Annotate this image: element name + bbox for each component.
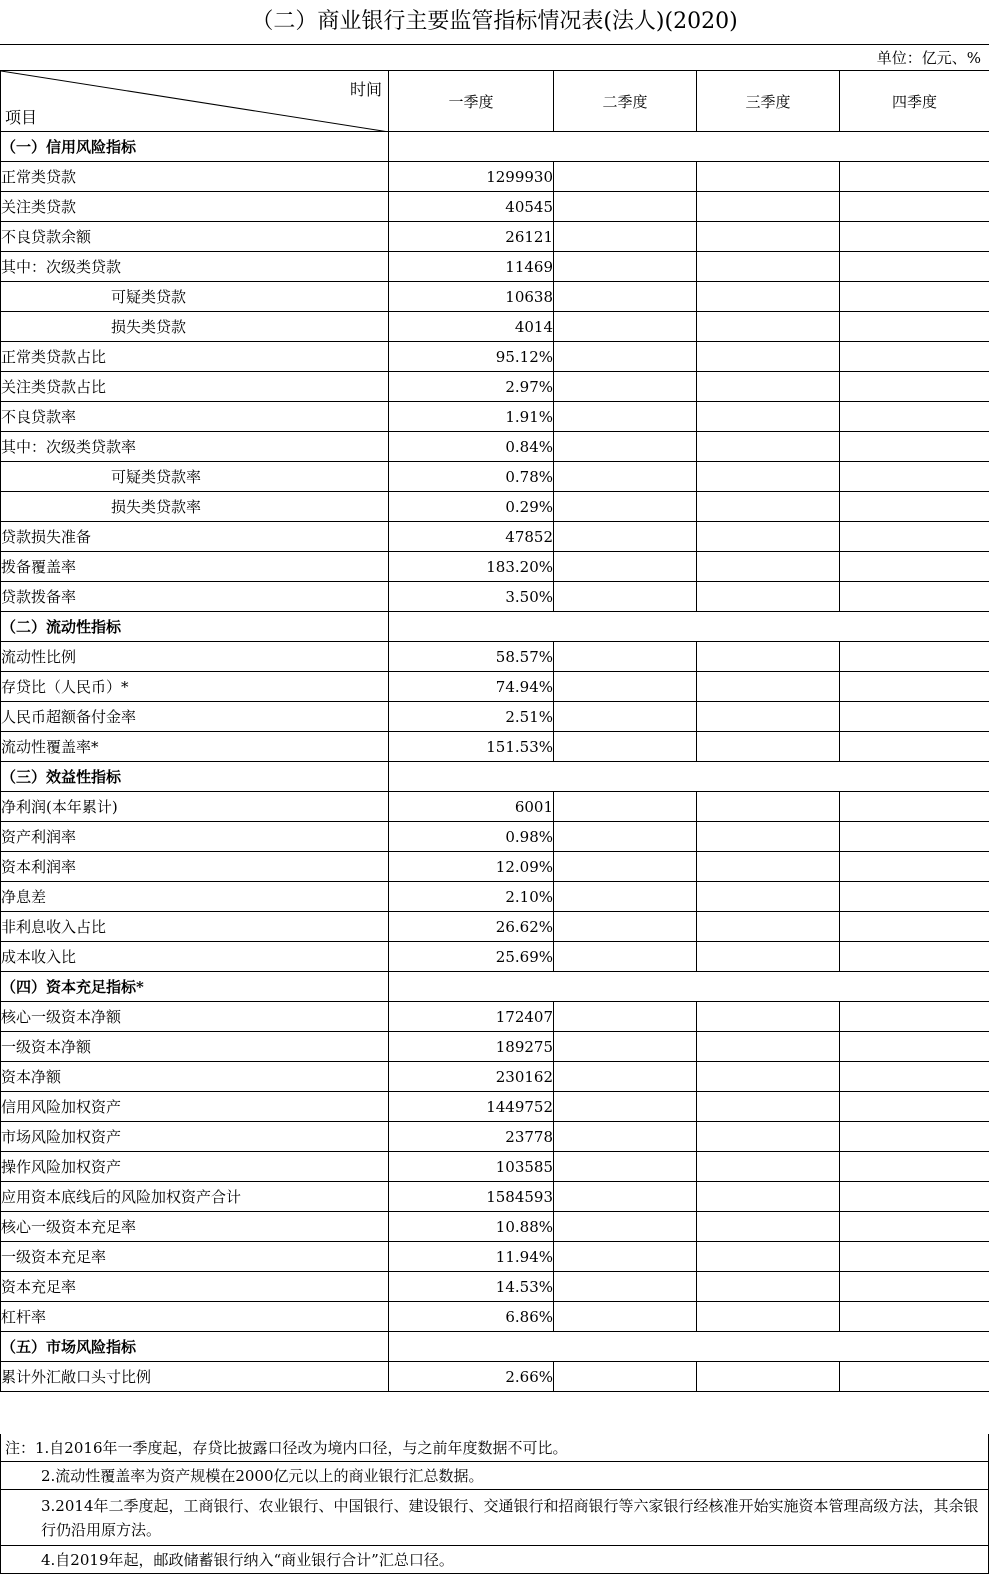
diagonal-line bbox=[1, 71, 389, 132]
table-row bbox=[1, 912, 989, 942]
q2-value bbox=[554, 1302, 697, 1332]
q1-value: 2.10% bbox=[389, 882, 554, 912]
header-q4: 四季度 bbox=[840, 71, 989, 132]
section-blank-cell bbox=[389, 972, 989, 1002]
q1-value: 4014 bbox=[389, 312, 554, 342]
q4-value bbox=[840, 192, 989, 222]
q2-value bbox=[554, 912, 697, 942]
row-label: 净息差 bbox=[1, 882, 389, 912]
q2-value bbox=[554, 312, 697, 342]
q3-value bbox=[697, 312, 840, 342]
q2-value bbox=[554, 462, 697, 492]
q2-value bbox=[554, 192, 697, 222]
row-label: 应用资本底线后的风险加权资产合计 bbox=[1, 1182, 389, 1212]
row-label: 可疑类贷款率 bbox=[1, 462, 389, 492]
q1-value: 2.97% bbox=[389, 372, 554, 402]
q1-value: 23778 bbox=[389, 1122, 554, 1152]
q2-value bbox=[554, 642, 697, 672]
q2-value bbox=[554, 582, 697, 612]
q1-value: 74.94% bbox=[389, 672, 554, 702]
q2-value bbox=[554, 942, 697, 972]
row-label: 杠杆率 bbox=[1, 1302, 389, 1332]
q1-value: 0.84% bbox=[389, 432, 554, 462]
q1-value: 40545 bbox=[389, 192, 554, 222]
section-row bbox=[1, 612, 989, 642]
q4-value bbox=[840, 282, 989, 312]
q2-value bbox=[554, 732, 697, 762]
q1-value: 1.91% bbox=[389, 402, 554, 432]
note-2: 2.流动性覆盖率为资产规模在2000亿元以上的商业银行汇总数据。 bbox=[0, 1462, 989, 1490]
q2-value bbox=[554, 822, 697, 852]
q3-value bbox=[697, 942, 840, 972]
indicator-table bbox=[0, 70, 989, 1392]
header-q1: 一季度 bbox=[389, 71, 554, 132]
q3-value bbox=[697, 402, 840, 432]
header-q2: 二季度 bbox=[554, 71, 697, 132]
q3-value bbox=[697, 1002, 840, 1032]
table-row bbox=[1, 642, 989, 672]
q4-value bbox=[840, 1182, 989, 1212]
q3-value bbox=[697, 282, 840, 312]
q2-value bbox=[554, 1092, 697, 1122]
q1-value: 25.69% bbox=[389, 942, 554, 972]
q1-value: 26.62% bbox=[389, 912, 554, 942]
row-label: 贷款损失准备 bbox=[1, 522, 389, 552]
q4-value bbox=[840, 582, 989, 612]
q1-value: 6001 bbox=[389, 792, 554, 822]
q1-value: 58.57% bbox=[389, 642, 554, 672]
q1-value: 11469 bbox=[389, 252, 554, 282]
row-label: 核心一级资本净额 bbox=[1, 1002, 389, 1032]
q3-value bbox=[697, 1302, 840, 1332]
table-row bbox=[1, 1242, 989, 1272]
q1-value: 14.53% bbox=[389, 1272, 554, 1302]
table-row bbox=[1, 852, 989, 882]
table-row bbox=[1, 1032, 989, 1062]
table-row bbox=[1, 282, 989, 312]
section-blank-cell bbox=[389, 762, 989, 792]
q3-value bbox=[697, 462, 840, 492]
q4-value bbox=[840, 792, 989, 822]
item-header-label: 项目 bbox=[5, 105, 37, 128]
q3-value bbox=[697, 522, 840, 552]
q2-value bbox=[554, 252, 697, 282]
row-label: 关注类贷款占比 bbox=[1, 372, 389, 402]
section-row bbox=[1, 972, 989, 1002]
table-row bbox=[1, 162, 989, 192]
q1-value: 26121 bbox=[389, 222, 554, 252]
row-label: 存贷比（人民币）* bbox=[1, 672, 389, 702]
row-label: 净利润(本年累计) bbox=[1, 792, 389, 822]
q1-value: 0.29% bbox=[389, 492, 554, 522]
q1-value: 1449752 bbox=[389, 1092, 554, 1122]
q2-value bbox=[554, 702, 697, 732]
q4-value bbox=[840, 1152, 989, 1182]
q2-value bbox=[554, 1152, 697, 1182]
q3-value bbox=[697, 1272, 840, 1302]
q3-value bbox=[697, 432, 840, 462]
table-row bbox=[1, 522, 989, 552]
q3-value bbox=[697, 1092, 840, 1122]
q2-value bbox=[554, 1272, 697, 1302]
q3-value bbox=[697, 1362, 840, 1392]
q4-value bbox=[840, 1212, 989, 1242]
q1-value: 6.86% bbox=[389, 1302, 554, 1332]
q3-value bbox=[697, 1212, 840, 1242]
row-label: 正常类贷款 bbox=[1, 162, 389, 192]
header-q3: 三季度 bbox=[697, 71, 840, 132]
table-row bbox=[1, 942, 989, 972]
note-4: 4.自2019年起，邮政储蓄银行纳入“商业银行合计”汇总口径。 bbox=[0, 1546, 989, 1574]
q1-value: 2.66% bbox=[389, 1362, 554, 1392]
table-row bbox=[1, 402, 989, 432]
q1-value: 103585 bbox=[389, 1152, 554, 1182]
q1-value: 12.09% bbox=[389, 852, 554, 882]
row-label: 贷款拨备率 bbox=[1, 582, 389, 612]
q2-value bbox=[554, 1182, 697, 1212]
q4-value bbox=[840, 372, 989, 402]
q3-value bbox=[697, 342, 840, 372]
q4-value bbox=[840, 402, 989, 432]
q3-value bbox=[697, 852, 840, 882]
row-label: 人民币超额备付金率 bbox=[1, 702, 389, 732]
row-label: 流动性比例 bbox=[1, 642, 389, 672]
notes bbox=[0, 1434, 989, 1574]
q1-value: 0.78% bbox=[389, 462, 554, 492]
table-title: （二）商业银行主要监管指标情况表(法人)(2020) bbox=[0, 0, 989, 45]
table-row bbox=[1, 1182, 989, 1212]
q4-value bbox=[840, 1032, 989, 1062]
row-label: 资本利润率 bbox=[1, 852, 389, 882]
table-row bbox=[1, 1002, 989, 1032]
row-label: 不良贷款余额 bbox=[1, 222, 389, 252]
table-row bbox=[1, 1062, 989, 1092]
section-row bbox=[1, 762, 989, 792]
q3-value bbox=[697, 372, 840, 402]
row-label: 损失类贷款率 bbox=[1, 492, 389, 522]
table-row bbox=[1, 582, 989, 612]
q3-value bbox=[697, 222, 840, 252]
row-label: 资本净额 bbox=[1, 1062, 389, 1092]
section-title: （三）效益性指标 bbox=[1, 762, 389, 792]
q4-value bbox=[840, 942, 989, 972]
q1-value: 1299930 bbox=[389, 162, 554, 192]
section-blank-cell bbox=[389, 612, 989, 642]
row-label: 一级资本净额 bbox=[1, 1032, 389, 1062]
q1-value: 3.50% bbox=[389, 582, 554, 612]
q2-value bbox=[554, 1212, 697, 1242]
q4-value bbox=[840, 342, 989, 372]
q1-value: 230162 bbox=[389, 1062, 554, 1092]
q4-value bbox=[840, 1122, 989, 1152]
q2-value bbox=[554, 522, 697, 552]
q1-value: 10638 bbox=[389, 282, 554, 312]
note-3: 3.2014年二季度起，工商银行、农业银行、中国银行、建设银行、交通银行和招商银行等六家银行经核准开始实施资本管理高级方法，其余银行仍沿用原方法。 bbox=[0, 1490, 989, 1546]
q3-value bbox=[697, 492, 840, 522]
section-title: （四）资本充足指标* bbox=[1, 972, 389, 1002]
q1-value: 0.98% bbox=[389, 822, 554, 852]
row-label: 成本收入比 bbox=[1, 942, 389, 972]
diagonal-header-cell bbox=[1, 71, 389, 132]
q3-value bbox=[697, 252, 840, 282]
table-row bbox=[1, 1212, 989, 1242]
q4-value bbox=[840, 702, 989, 732]
section-title: （一）信用风险指标 bbox=[1, 132, 389, 162]
table-row bbox=[1, 792, 989, 822]
table-row bbox=[1, 1272, 989, 1302]
q4-value bbox=[840, 642, 989, 672]
q1-value: 189275 bbox=[389, 1032, 554, 1062]
row-label: 拨备覆盖率 bbox=[1, 552, 389, 582]
q1-value: 172407 bbox=[389, 1002, 554, 1032]
q3-value bbox=[697, 882, 840, 912]
q3-value bbox=[697, 672, 840, 702]
q2-value bbox=[554, 1362, 697, 1392]
q4-value bbox=[840, 222, 989, 252]
q3-value bbox=[697, 1062, 840, 1092]
q2-value bbox=[554, 282, 697, 312]
table-row bbox=[1, 492, 989, 522]
q1-value: 95.12% bbox=[389, 342, 554, 372]
q3-value bbox=[697, 642, 840, 672]
q4-value bbox=[840, 1362, 989, 1392]
table-row bbox=[1, 732, 989, 762]
table-row bbox=[1, 1362, 989, 1392]
q1-value: 10.88% bbox=[389, 1212, 554, 1242]
q4-value bbox=[840, 1092, 989, 1122]
q2-value bbox=[554, 492, 697, 522]
row-label: 损失类贷款 bbox=[1, 312, 389, 342]
table-row bbox=[1, 372, 989, 402]
q4-value bbox=[840, 732, 989, 762]
header-row bbox=[1, 71, 989, 132]
table-row bbox=[1, 432, 989, 462]
table-row bbox=[1, 342, 989, 372]
note-1: 注：1.自2016年一季度起，存贷比披露口径改为境内口径，与之前年度数据不可比。 bbox=[0, 1434, 989, 1462]
time-header-label: 时间 bbox=[350, 77, 382, 100]
q2-value bbox=[554, 372, 697, 402]
q4-value bbox=[840, 462, 989, 492]
q4-value bbox=[840, 1272, 989, 1302]
table-row bbox=[1, 822, 989, 852]
q4-value bbox=[840, 432, 989, 462]
row-label: 正常类贷款占比 bbox=[1, 342, 389, 372]
q1-value: 11.94% bbox=[389, 1242, 554, 1272]
q2-value bbox=[554, 1032, 697, 1062]
q2-value bbox=[554, 882, 697, 912]
row-label: 可疑类贷款 bbox=[1, 282, 389, 312]
row-label: 不良贷款率 bbox=[1, 402, 389, 432]
row-label: 操作风险加权资产 bbox=[1, 1152, 389, 1182]
q3-value bbox=[697, 192, 840, 222]
q1-value: 183.20% bbox=[389, 552, 554, 582]
q4-value bbox=[840, 882, 989, 912]
q4-value bbox=[840, 492, 989, 522]
section-blank-cell bbox=[389, 132, 989, 162]
q2-value bbox=[554, 852, 697, 882]
q2-value bbox=[554, 1122, 697, 1152]
q2-value bbox=[554, 402, 697, 432]
row-label: 一级资本充足率 bbox=[1, 1242, 389, 1272]
section-row bbox=[1, 1332, 989, 1362]
section-title: （五）市场风险指标 bbox=[1, 1332, 389, 1362]
q1-value: 2.51% bbox=[389, 702, 554, 732]
q2-value bbox=[554, 552, 697, 582]
q2-value bbox=[554, 342, 697, 372]
table-row bbox=[1, 192, 989, 222]
q2-value bbox=[554, 1062, 697, 1092]
q4-value bbox=[840, 672, 989, 702]
q3-value bbox=[697, 1182, 840, 1212]
table-row bbox=[1, 1152, 989, 1182]
section-blank-cell bbox=[389, 1332, 989, 1362]
q2-value bbox=[554, 672, 697, 702]
row-label: 资产利润率 bbox=[1, 822, 389, 852]
q3-value bbox=[697, 582, 840, 612]
q2-value bbox=[554, 432, 697, 462]
row-label: 累计外汇敞口头寸比例 bbox=[1, 1362, 389, 1392]
table-row bbox=[1, 252, 989, 282]
row-label: 关注类贷款 bbox=[1, 192, 389, 222]
q3-value bbox=[697, 162, 840, 192]
q1-value: 1584593 bbox=[389, 1182, 554, 1212]
table-row bbox=[1, 552, 989, 582]
row-label: 其中：次级类贷款 bbox=[1, 252, 389, 282]
table-row bbox=[1, 1122, 989, 1152]
q4-value bbox=[840, 252, 989, 282]
q3-value bbox=[697, 1242, 840, 1272]
q4-value bbox=[840, 1242, 989, 1272]
q4-value bbox=[840, 312, 989, 342]
q3-value bbox=[697, 732, 840, 762]
q4-value bbox=[840, 522, 989, 552]
q3-value bbox=[697, 552, 840, 582]
q4-value bbox=[840, 822, 989, 852]
table-row bbox=[1, 462, 989, 492]
row-label: 核心一级资本充足率 bbox=[1, 1212, 389, 1242]
q3-value bbox=[697, 822, 840, 852]
row-label: 非利息收入占比 bbox=[1, 912, 389, 942]
table-row bbox=[1, 702, 989, 732]
q4-value bbox=[840, 912, 989, 942]
q3-value bbox=[697, 912, 840, 942]
q2-value bbox=[554, 1242, 697, 1272]
table-body bbox=[1, 71, 989, 1392]
table-row bbox=[1, 222, 989, 252]
row-label: 市场风险加权资产 bbox=[1, 1122, 389, 1152]
q4-value bbox=[840, 552, 989, 582]
q4-value bbox=[840, 162, 989, 192]
q1-value: 47852 bbox=[389, 522, 554, 552]
section-row bbox=[1, 132, 989, 162]
q4-value bbox=[840, 1302, 989, 1332]
table-row bbox=[1, 1092, 989, 1122]
row-label: 信用风险加权资产 bbox=[1, 1092, 389, 1122]
row-label: 流动性覆盖率* bbox=[1, 732, 389, 762]
q2-value bbox=[554, 1002, 697, 1032]
row-label: 其中：次级类贷款率 bbox=[1, 432, 389, 462]
section-title: （二）流动性指标 bbox=[1, 612, 389, 642]
table-row bbox=[1, 1302, 989, 1332]
q3-value bbox=[697, 1122, 840, 1152]
q4-value bbox=[840, 1062, 989, 1092]
q3-value bbox=[697, 1032, 840, 1062]
q1-value: 151.53% bbox=[389, 732, 554, 762]
q4-value bbox=[840, 1002, 989, 1032]
q2-value bbox=[554, 792, 697, 822]
row-label: 资本充足率 bbox=[1, 1272, 389, 1302]
unit-label: 单位：亿元、% bbox=[877, 46, 981, 70]
table-row bbox=[1, 312, 989, 342]
q4-value bbox=[840, 852, 989, 882]
table-row bbox=[1, 672, 989, 702]
q3-value bbox=[697, 1152, 840, 1182]
q3-value bbox=[697, 702, 840, 732]
q3-value bbox=[697, 792, 840, 822]
q2-value bbox=[554, 222, 697, 252]
table-row bbox=[1, 882, 989, 912]
q2-value bbox=[554, 162, 697, 192]
